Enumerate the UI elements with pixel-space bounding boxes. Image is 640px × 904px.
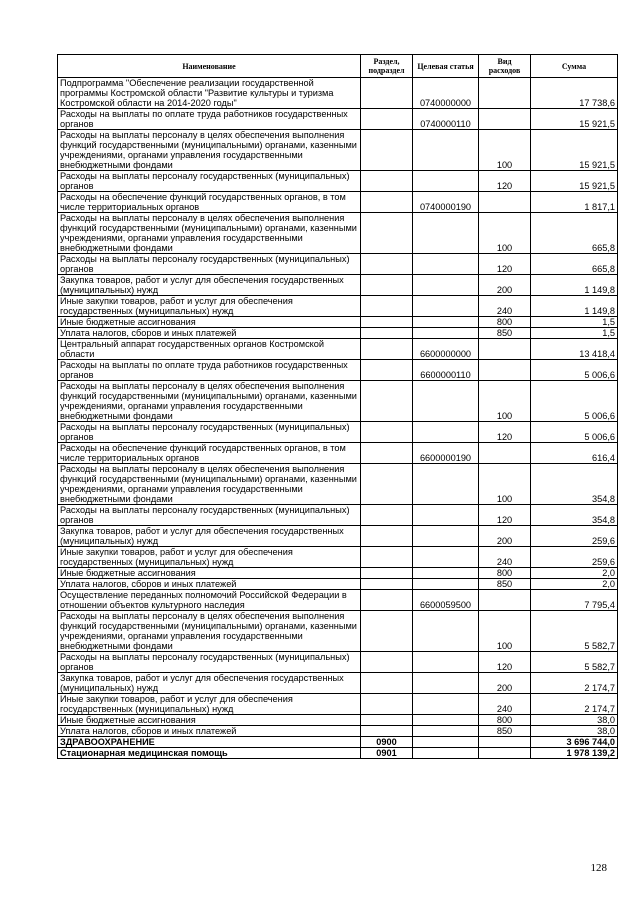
cell-section <box>361 339 413 360</box>
cell-article <box>413 275 479 296</box>
cell-expense: 800 <box>479 317 531 328</box>
table-row <box>58 590 618 611</box>
header-sum: Сумма <box>531 55 618 78</box>
cell-expense: 100 <box>479 381 531 422</box>
table-row <box>58 568 618 579</box>
cell-expense <box>479 78 531 109</box>
cell-expense: 200 <box>479 526 531 547</box>
cell-section <box>361 673 413 694</box>
cell-section <box>361 171 413 192</box>
cell-expense <box>479 590 531 611</box>
table-row <box>58 694 618 715</box>
cell-name: Расходы на выплаты персоналу государственных (муниципальных) органов <box>58 171 361 192</box>
table-row <box>58 296 618 317</box>
cell-article <box>413 737 479 748</box>
table-row <box>58 737 618 748</box>
header-section: Раздел, подраздел <box>361 55 413 78</box>
cell-article <box>413 715 479 726</box>
cell-article: 0740000000 <box>413 78 479 109</box>
cell-name: Расходы на обеспечение функций государственных органов, в том числе территориальных органов <box>58 443 361 464</box>
cell-sum: 1 978 139,2 <box>531 748 618 759</box>
cell-sum: 259,6 <box>531 547 618 568</box>
cell-name: Расходы на выплаты персоналу в целях обеспечения выполнения функций государственными (муниципальными) органами, казенными учреждениями, органами управления государственными внебюджетными фондами <box>58 213 361 254</box>
cell-article <box>413 673 479 694</box>
cell-name: Расходы на выплаты персоналу государственных (муниципальных) органов <box>58 422 361 443</box>
cell-name: Расходы на выплаты персоналу в целях обеспечения выполнения функций государственными (муниципальными) органами, казенными учреждениями, органами управления государственными внебюджетными фондами <box>58 464 361 505</box>
cell-section <box>361 130 413 171</box>
header-article: Целевая статья <box>413 55 479 78</box>
cell-article <box>413 568 479 579</box>
cell-sum: 5 006,6 <box>531 360 618 381</box>
cell-section <box>361 611 413 652</box>
page-number: 128 <box>590 862 607 874</box>
cell-article <box>413 579 479 590</box>
table-row <box>58 275 618 296</box>
cell-expense: 120 <box>479 171 531 192</box>
table-row <box>58 422 618 443</box>
table-row <box>58 579 618 590</box>
cell-name: Центральный аппарат государственных органов Костромской области <box>58 339 361 360</box>
table-row <box>58 673 618 694</box>
cell-article <box>413 213 479 254</box>
cell-sum: 665,8 <box>531 254 618 275</box>
cell-sum: 5 006,6 <box>531 381 618 422</box>
header-name: Наименование <box>58 55 361 78</box>
cell-sum: 5 582,7 <box>531 611 618 652</box>
cell-expense: 100 <box>479 464 531 505</box>
cell-article <box>413 254 479 275</box>
cell-expense: 240 <box>479 296 531 317</box>
cell-sum: 665,8 <box>531 213 618 254</box>
cell-expense <box>479 339 531 360</box>
cell-name: Расходы на выплаты по оплате труда работников государственных органов <box>58 109 361 130</box>
cell-section <box>361 726 413 737</box>
table-row <box>58 505 618 526</box>
cell-sum: 1 149,8 <box>531 275 618 296</box>
cell-article <box>413 526 479 547</box>
cell-name: Иные закупки товаров, работ и услуг для обеспечения государственных (муниципальных) нужд <box>58 694 361 715</box>
cell-expense: 100 <box>479 611 531 652</box>
cell-article: 6600000000 <box>413 339 479 360</box>
cell-section <box>361 422 413 443</box>
cell-article <box>413 381 479 422</box>
cell-sum: 1,5 <box>531 328 618 339</box>
cell-section <box>361 192 413 213</box>
cell-name: Осуществление переданных полномочий Российской Федерации в отношении объектов культурного наследия <box>58 590 361 611</box>
cell-name: Стационарная медицинская помощь <box>58 748 361 759</box>
cell-expense: 200 <box>479 275 531 296</box>
cell-name: Расходы на выплаты персоналу в целях обеспечения выполнения функций государственными (муниципальными) органами, казенными учреждениями, органами управления государственными внебюджетными фондами <box>58 611 361 652</box>
cell-name: Расходы на выплаты по оплате труда работников государственных органов <box>58 360 361 381</box>
cell-sum: 38,0 <box>531 726 618 737</box>
cell-article <box>413 748 479 759</box>
table-row <box>58 464 618 505</box>
cell-expense: 120 <box>479 652 531 673</box>
cell-article: 6600000110 <box>413 360 479 381</box>
cell-sum: 5 582,7 <box>531 652 618 673</box>
cell-sum: 1 149,8 <box>531 296 618 317</box>
cell-section <box>361 317 413 328</box>
table-row <box>58 526 618 547</box>
cell-expense: 240 <box>479 694 531 715</box>
cell-name: Расходы на выплаты персоналу государственных (муниципальных) органов <box>58 254 361 275</box>
cell-section <box>361 547 413 568</box>
table-row <box>58 360 618 381</box>
table-row <box>58 748 618 759</box>
cell-section <box>361 568 413 579</box>
cell-expense <box>479 360 531 381</box>
cell-name: Уплата налогов, сборов и иных платежей <box>58 726 361 737</box>
cell-sum: 3 696 744,0 <box>531 737 618 748</box>
cell-section <box>361 296 413 317</box>
cell-name: Иные бюджетные ассигнования <box>58 715 361 726</box>
cell-article: 6600000190 <box>413 443 479 464</box>
cell-section <box>361 360 413 381</box>
cell-expense <box>479 192 531 213</box>
cell-expense: 850 <box>479 579 531 590</box>
table-row <box>58 547 618 568</box>
cell-name: Закупка товаров, работ и услуг для обеспечения государственных (муниципальных) нужд <box>58 275 361 296</box>
cell-name: Иные закупки товаров, работ и услуг для обеспечения государственных (муниципальных) нужд <box>58 547 361 568</box>
cell-expense: 800 <box>479 568 531 579</box>
cell-expense: 200 <box>479 673 531 694</box>
cell-name: Расходы на обеспечение функций государственных органов, в том числе территориальных органов <box>58 192 361 213</box>
cell-article <box>413 505 479 526</box>
cell-sum: 15 921,5 <box>531 171 618 192</box>
cell-section <box>361 109 413 130</box>
cell-name: Расходы на выплаты персоналу государственных (муниципальных) органов <box>58 652 361 673</box>
table-row <box>58 443 618 464</box>
cell-expense: 240 <box>479 547 531 568</box>
cell-name: Закупка товаров, работ и услуг для обеспечения государственных (муниципальных) нужд <box>58 673 361 694</box>
table-row <box>58 192 618 213</box>
cell-section <box>361 526 413 547</box>
cell-name: Расходы на выплаты персоналу государственных (муниципальных) органов <box>58 505 361 526</box>
cell-article: 0740000110 <box>413 109 479 130</box>
cell-name: Закупка товаров, работ и услуг для обеспечения государственных (муниципальных) нужд <box>58 526 361 547</box>
cell-sum: 5 006,6 <box>531 422 618 443</box>
cell-section <box>361 254 413 275</box>
cell-name: Расходы на выплаты персоналу в целях обеспечения выполнения функций государственными (муниципальными) органами, казенными учреждениями, органами управления государственными внебюджетными фондами <box>58 381 361 422</box>
cell-section <box>361 78 413 109</box>
table-row <box>58 715 618 726</box>
cell-section <box>361 505 413 526</box>
cell-sum: 2 174,7 <box>531 694 618 715</box>
cell-name: Иные бюджетные ассигнования <box>58 568 361 579</box>
cell-expense: 850 <box>479 328 531 339</box>
cell-article <box>413 328 479 339</box>
cell-sum: 354,8 <box>531 464 618 505</box>
cell-section <box>361 443 413 464</box>
cell-expense: 100 <box>479 130 531 171</box>
cell-section <box>361 590 413 611</box>
cell-name: Расходы на выплаты персоналу в целях обеспечения выполнения функций государственными (муниципальными) органами, казенными учреждениями, органами управления государственными внебюджетными фондами <box>58 130 361 171</box>
cell-name: Иные закупки товаров, работ и услуг для обеспечения государственных (муниципальных) нужд <box>58 296 361 317</box>
table-body <box>58 78 618 759</box>
table-row <box>58 130 618 171</box>
cell-expense <box>479 737 531 748</box>
cell-section: 0901 <box>361 748 413 759</box>
cell-sum: 13 418,4 <box>531 339 618 360</box>
table-row <box>58 78 618 109</box>
table-row <box>58 611 618 652</box>
cell-article <box>413 130 479 171</box>
cell-article <box>413 296 479 317</box>
table-row <box>58 254 618 275</box>
table-row <box>58 381 618 422</box>
cell-section: 0900 <box>361 737 413 748</box>
table-row <box>58 339 618 360</box>
table-row <box>58 652 618 673</box>
cell-article <box>413 464 479 505</box>
cell-name: Уплата налогов, сборов и иных платежей <box>58 579 361 590</box>
table-row <box>58 213 618 254</box>
cell-article <box>413 652 479 673</box>
cell-article <box>413 171 479 192</box>
cell-expense: 800 <box>479 715 531 726</box>
cell-name: Подпрограмма "Обеспечение реализации государственной программы Костромской области "Развитие культуры и туризма Костромской области на 2014-2020 годы" <box>58 78 361 109</box>
cell-sum: 1 817,1 <box>531 192 618 213</box>
cell-expense <box>479 443 531 464</box>
table-header-row <box>58 55 618 78</box>
cell-article <box>413 694 479 715</box>
cell-sum: 17 738,6 <box>531 78 618 109</box>
table-row <box>58 171 618 192</box>
table-row <box>58 317 618 328</box>
header-expense: Вид расходов <box>479 55 531 78</box>
cell-section <box>361 213 413 254</box>
cell-sum: 2,0 <box>531 568 618 579</box>
cell-section <box>361 579 413 590</box>
cell-section <box>361 328 413 339</box>
cell-name: ЗДРАВООХРАНЕНИЕ <box>58 737 361 748</box>
cell-expense: 850 <box>479 726 531 737</box>
cell-expense <box>479 109 531 130</box>
cell-article: 0740000190 <box>413 192 479 213</box>
cell-sum: 354,8 <box>531 505 618 526</box>
table-row <box>58 328 618 339</box>
cell-expense: 120 <box>479 422 531 443</box>
cell-article: 6600059500 <box>413 590 479 611</box>
cell-article <box>413 422 479 443</box>
cell-expense: 100 <box>479 213 531 254</box>
cell-article <box>413 726 479 737</box>
cell-expense <box>479 748 531 759</box>
cell-article <box>413 611 479 652</box>
cell-sum: 15 921,5 <box>531 109 618 130</box>
cell-sum: 616,4 <box>531 443 618 464</box>
cell-section <box>361 694 413 715</box>
table-row <box>58 726 618 737</box>
cell-name: Иные бюджетные ассигнования <box>58 317 361 328</box>
cell-sum: 259,6 <box>531 526 618 547</box>
cell-article <box>413 317 479 328</box>
cell-expense: 120 <box>479 505 531 526</box>
cell-article <box>413 547 479 568</box>
cell-sum: 2,0 <box>531 579 618 590</box>
cell-expense: 120 <box>479 254 531 275</box>
cell-sum: 7 795,4 <box>531 590 618 611</box>
cell-sum: 15 921,5 <box>531 130 618 171</box>
cell-section <box>361 464 413 505</box>
budget-table <box>57 54 618 759</box>
cell-section <box>361 381 413 422</box>
cell-sum: 38,0 <box>531 715 618 726</box>
cell-sum: 2 174,7 <box>531 673 618 694</box>
cell-name: Уплата налогов, сборов и иных платежей <box>58 328 361 339</box>
cell-sum: 1,5 <box>531 317 618 328</box>
cell-section <box>361 715 413 726</box>
table-row <box>58 109 618 130</box>
cell-section <box>361 652 413 673</box>
cell-section <box>361 275 413 296</box>
